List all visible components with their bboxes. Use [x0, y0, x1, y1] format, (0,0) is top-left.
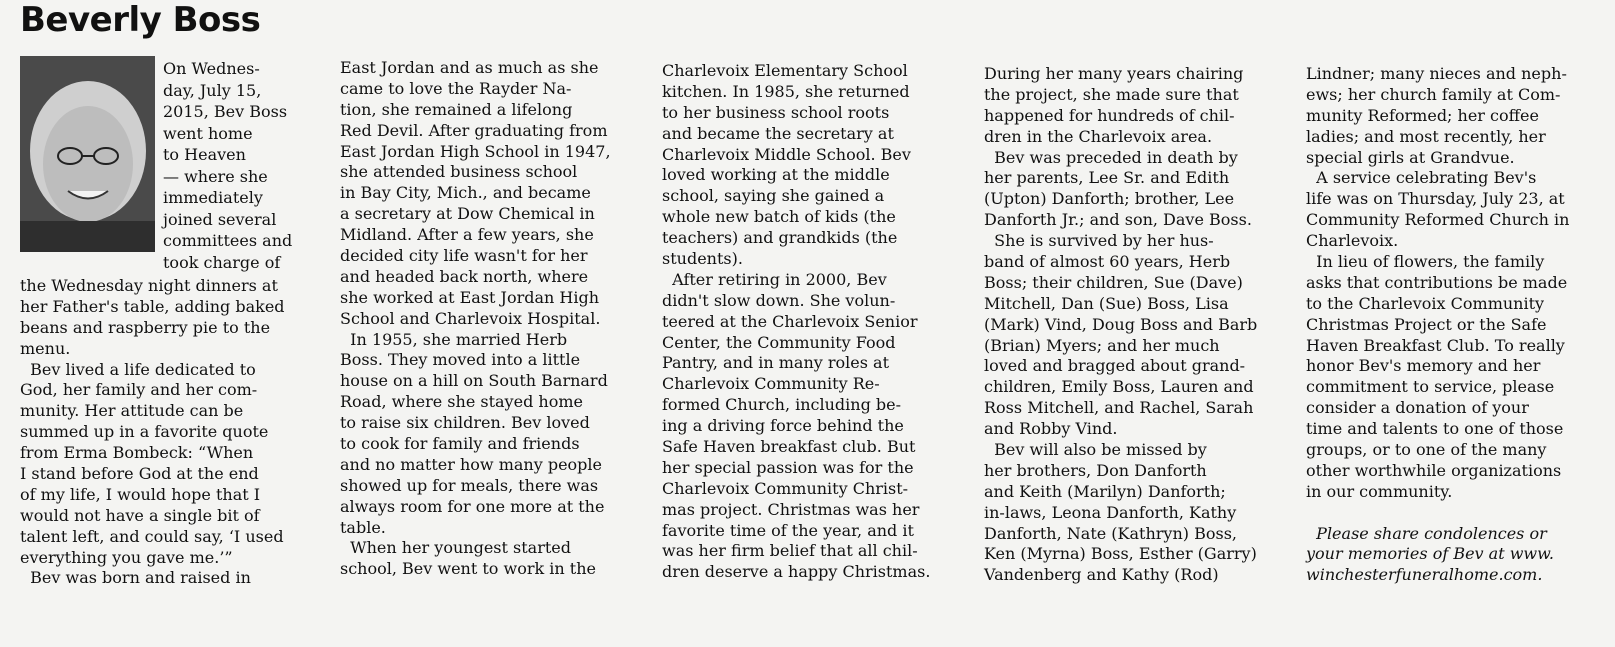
text-line: dren in the Charlevoix area.	[984, 126, 1213, 146]
text-line: your memories of Bev at www.	[1306, 544, 1555, 564]
text-line: Bev lived a life dedicated to	[20, 359, 256, 379]
text-line: band of almost 60 years, Herb	[984, 252, 1231, 272]
column-5	[1306, 64, 1606, 586]
text-line: During her many years chairing	[984, 64, 1244, 83]
text-line: mas project. Christmas was her	[662, 499, 920, 519]
text-line: talent left, and could say, ‘I used	[20, 526, 284, 546]
text-line: God, her family and her com-	[20, 380, 258, 400]
text-line: her parents, Lee Sr. and Edith	[984, 168, 1230, 188]
text-line: to cook for family and friends	[340, 434, 580, 454]
text-line: Boss. They moved into a little	[340, 350, 581, 370]
text-line: house on a hill on South Barnard	[340, 371, 608, 391]
text-line: Midland. After a few years, she	[340, 225, 594, 245]
text-line: time and talents to one of those	[1306, 419, 1564, 439]
column-1-bottom	[20, 276, 285, 589]
text-line: Charlevoix.	[1306, 231, 1399, 251]
text-line: she worked at East Jordan High	[340, 287, 600, 307]
column-4	[984, 64, 1284, 586]
text-line: school, saying she gained a	[662, 186, 885, 206]
text-line: In lieu of flowers, the family	[1306, 252, 1545, 272]
text-line: Please share condolences or	[1306, 523, 1547, 543]
text-line: showed up for meals, there was	[340, 475, 599, 495]
text-line: and Keith (Marilyn) Danforth;	[984, 481, 1226, 501]
text-line: Bev was born and raised in	[20, 568, 251, 588]
text-line: a secretary at Dow Chemical in	[340, 204, 595, 224]
text-line: summed up in a favorite quote	[20, 422, 269, 442]
text-line: groups, or to one of the many	[1306, 440, 1547, 460]
text-line: 2015, Bev Boss	[163, 102, 288, 121]
text-line: (Brian) Myers; and her much	[984, 335, 1220, 355]
text-line: Danforth, Nate (Kathryn) Boss,	[984, 523, 1237, 543]
text-line: Red Devil. After graduating from	[340, 120, 608, 140]
text-line: joined several	[163, 209, 277, 229]
text-line: in Bay City, Mich., and became	[340, 183, 591, 203]
text-line: In 1955, she married Herb	[340, 329, 568, 349]
text-line: Lindner; many nieces and neph-	[1306, 64, 1567, 83]
text-line: winchesterfuneralhome.com.	[1306, 565, 1543, 585]
text-line: munity. Her attitude can be	[20, 401, 244, 421]
text-line: the project, she made sure that	[984, 84, 1239, 104]
text-line: decided city life wasn't for her	[340, 246, 588, 266]
text-line: Center, the Community Food	[662, 332, 896, 352]
text-line: would not have a single bit of	[20, 505, 260, 525]
text-line: Ken (Myrna) Boss, Esther (Garry)	[984, 544, 1257, 564]
text-line: Boss; their children, Sue (Dave)	[984, 272, 1243, 292]
text-line: whole new batch of kids (the	[662, 207, 896, 227]
text-line: and headed back north, where	[340, 266, 589, 286]
text-line: Bev was preceded in death by	[984, 147, 1238, 167]
text-line: consider a donation of your	[1306, 398, 1529, 418]
text-line: was her firm belief that all chil-	[662, 541, 918, 561]
text-line: and became the secretary at	[662, 123, 894, 143]
text-line: asks that contributions be made	[1306, 272, 1568, 292]
text-line: in our community.	[1306, 481, 1453, 501]
text-line: kitchen. In 1985, she returned	[662, 81, 910, 101]
text-line: the Wednesday night dinners at	[20, 276, 278, 295]
text-line: to Heaven	[163, 145, 246, 164]
text-line: After retiring in 2000, Bev	[662, 269, 887, 289]
text-line: to her business school roots	[662, 102, 890, 122]
text-line: (Upton) Danforth; brother, Lee	[984, 189, 1235, 209]
text-line: tion, she remained a lifelong	[340, 99, 573, 119]
text-line: day, July 15,	[163, 80, 262, 100]
text-line: favorite time of the year, and it	[662, 520, 914, 540]
text-line: teered at the Charlevoix Senior	[662, 311, 918, 331]
text-line: didn't slow down. She volun-	[662, 290, 896, 310]
text-line: Danforth Jr.; and son, Dave Boss.	[984, 210, 1252, 230]
column-1-top	[163, 58, 292, 273]
text-line: to the Charlevoix Community	[1306, 293, 1545, 313]
text-line: East Jordan and as much as she	[340, 58, 599, 77]
column-2	[340, 58, 630, 580]
text-line: Charlevoix Community Re-	[662, 374, 880, 394]
text-line: children, Emily Boss, Lauren and	[984, 377, 1254, 397]
text-line: ews; her church family at Com-	[1306, 84, 1561, 104]
text-line: Mitchell, Dan (Sue) Boss, Lisa	[984, 293, 1229, 313]
text-line	[1306, 503, 1606, 524]
text-line: went home	[163, 123, 253, 143]
text-line: Christmas Project or the Safe	[1306, 314, 1547, 334]
text-line: dren deserve a happy Christmas.	[662, 562, 931, 582]
text-line: formed Church, including be-	[662, 395, 902, 415]
text-line: Road, where she stayed home	[340, 392, 583, 412]
text-line: munity Reformed; her coffee	[1306, 105, 1539, 125]
text-line: — where she	[163, 166, 268, 186]
text-line: Ross Mitchell, and Rachel, Sarah	[984, 398, 1254, 418]
text-line: of my life, I would hope that I	[20, 484, 261, 504]
text-line: teachers) and grandkids (the	[662, 228, 898, 248]
text-line: her special passion was for the	[662, 457, 914, 477]
text-line: table.	[340, 517, 386, 537]
text-line: happened for hundreds of chil-	[984, 105, 1235, 125]
text-line: loved working at the middle	[662, 165, 890, 185]
text-line: On Wednes-	[163, 59, 260, 78]
text-line: She is survived by her hus-	[984, 231, 1214, 251]
text-line: Safe Haven breakfast club. But	[662, 437, 916, 457]
text-line: A service celebrating Bev's	[1306, 168, 1537, 188]
text-line: commitment to service, please	[1306, 377, 1555, 397]
column-3	[662, 61, 952, 583]
text-line: her Father's table, adding baked	[20, 296, 285, 316]
text-line: Charlevoix Elementary School	[662, 61, 908, 80]
text-line: took charge of	[163, 252, 281, 272]
text-line: School and Charlevoix Hospital.	[340, 308, 601, 328]
text-line: school, Bev went to work in the	[340, 559, 596, 579]
text-line: Charlevoix Community Christ-	[662, 478, 909, 498]
text-line: Pantry, and in many roles at	[662, 353, 890, 373]
text-line: special girls at Grandvue.	[1306, 147, 1515, 167]
portrait-photo	[20, 56, 155, 252]
text-line: (Mark) Vind, Doug Boss and Barb	[984, 314, 1258, 334]
text-line: students).	[662, 249, 743, 269]
text-line: Haven Breakfast Club. To really	[1306, 335, 1565, 355]
text-line: from Erma Bombeck: “When	[20, 443, 254, 463]
text-line: committees and	[163, 231, 293, 250]
text-line: Bev will also be missed by	[984, 440, 1207, 460]
text-line: loved and bragged about grand-	[984, 356, 1246, 376]
text-line: beans and raspberry pie to the	[20, 317, 271, 337]
text-line: ing a driving force behind the	[662, 416, 904, 436]
obituary-title: Beverly Boss	[20, 0, 261, 40]
text-line: and Robby Vind.	[984, 419, 1118, 439]
text-line: everything you gave me.’”	[20, 547, 233, 567]
text-line: When her youngest started	[340, 538, 571, 558]
text-line: her brothers, Don Danforth	[984, 460, 1207, 480]
text-line: she attended business school	[340, 162, 578, 182]
text-line: in-laws, Leona Danforth, Kathy	[984, 502, 1237, 522]
text-line: other worthwhile organizations	[1306, 460, 1562, 480]
text-line: and no matter how many people	[340, 454, 602, 474]
text-line: immediately	[163, 188, 263, 207]
text-line: life was on Thursday, July 23, at	[1306, 189, 1565, 209]
text-line: to raise six children. Bev loved	[340, 413, 590, 433]
text-line: came to love the Rayder Na-	[340, 78, 572, 98]
text-line: Community Reformed Church in	[1306, 210, 1570, 230]
text-line: menu.	[20, 338, 71, 358]
text-line: always room for one more at the	[340, 496, 605, 516]
text-line: honor Bev's memory and her	[1306, 356, 1541, 376]
text-line: Charlevoix Middle School. Bev	[662, 144, 911, 164]
text-line: Vandenberg and Kathy (Rod)	[984, 565, 1219, 585]
text-line: I stand before God at the end	[20, 464, 259, 484]
text-line: ladies; and most recently, her	[1306, 126, 1546, 146]
text-line: East Jordan High School in 1947,	[340, 141, 611, 161]
